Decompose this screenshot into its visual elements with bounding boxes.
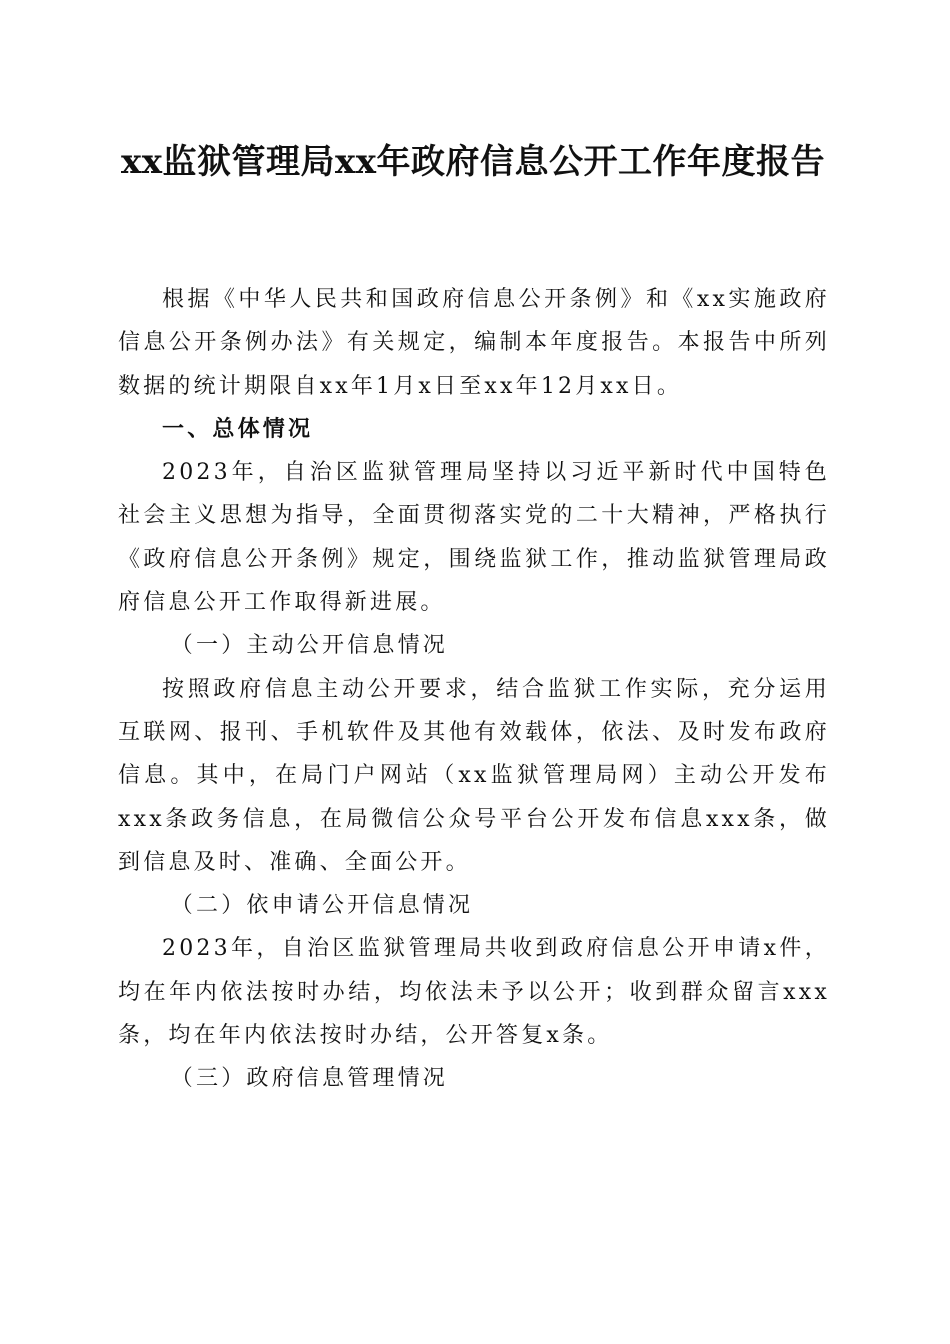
- document-body: [118, 278, 830, 1101]
- subsection-heading-proactive-disclosure: （一）主动公开信息情况: [170, 633, 448, 659]
- overview-paragraph: 2023年，自治区监狱管理局坚持以习近平新时代中国特色社会主义思想为指导，全面贯彻落实党的二十大精神，严格执行《政府信息公开条例》规定，围绕监狱工作，推动监狱管理局政府信息公开工作取得新进展。: [118, 460, 830, 616]
- proactive-disclosure-paragraph: 按照政府信息主动公开要求，结合监狱工作实际，充分运用互联网、报刊、手机软件及其他有效载体，依法、及时发布政府信息。其中，在局门户网站（xx监狱管理局网）主动公开发布xxx条政务信息，在局微信公众号平台公开发布信息xxx条，做到信息及时、准确、全面公开。: [118, 676, 830, 875]
- document-title: xx监狱管理局xx年政府信息公开工作年度报告: [120, 142, 826, 182]
- subsection-heading-application-disclosure: （二）依申请公开信息情况: [170, 893, 474, 919]
- application-disclosure-paragraph: 2023年，自治区监狱管理局共收到政府信息公开申请x件，均在年内依法按时办结，均依法未予以公开；收到群众留言xxx条，均在年内依法按时办结，公开答复x条。: [118, 936, 830, 1049]
- section-heading-overview: 一、总体情况: [162, 416, 314, 442]
- subsection-heading-info-management: （三）政府信息管理情况: [170, 1066, 448, 1092]
- intro-paragraph: 根据《中华人民共和国政府信息公开条例》和《xx实施政府信息公开条例办法》有关规定，编制本年度报告。本报告中所列数据的统计期限自xx年1月x日至xx年12月xx日。: [118, 287, 830, 399]
